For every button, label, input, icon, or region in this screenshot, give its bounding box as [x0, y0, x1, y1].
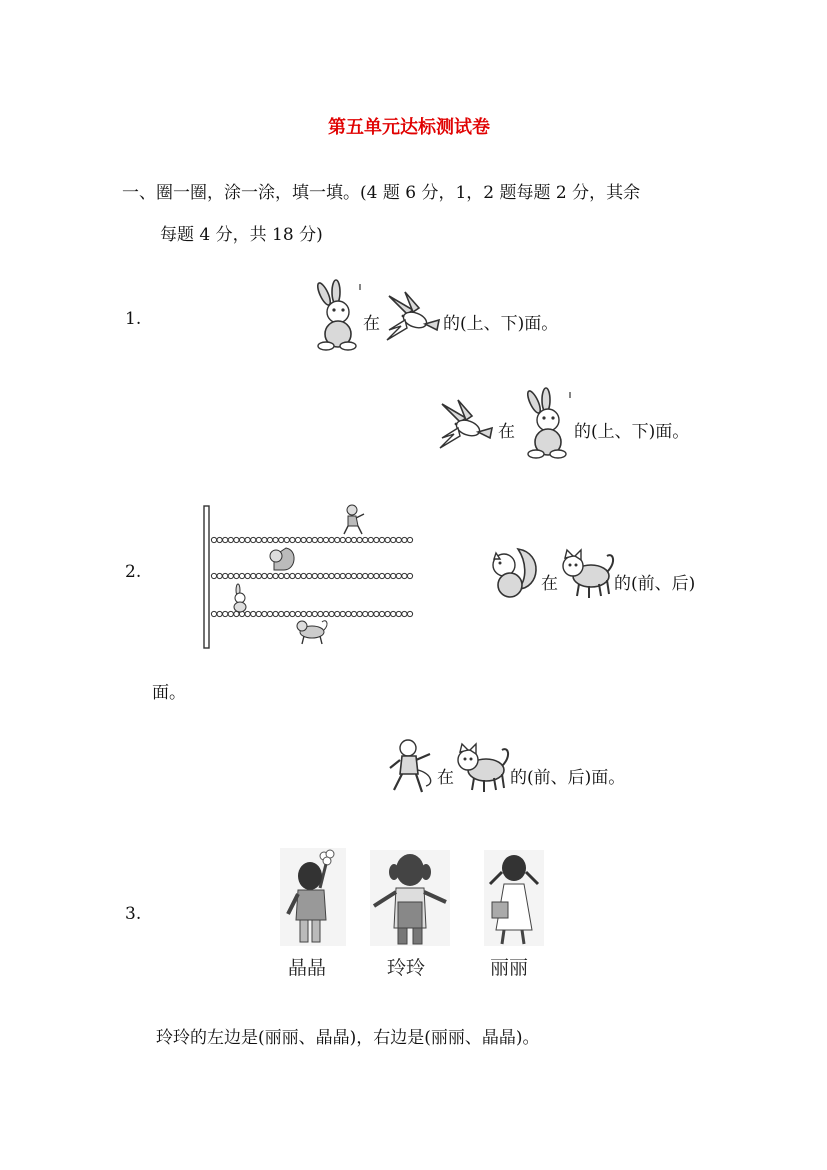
bird-icon [436, 398, 494, 454]
q1a-text: 的(上、下)面。 [443, 314, 559, 334]
q2a-connector: 在 [541, 574, 558, 594]
girl-icon [484, 850, 544, 946]
q3-sentence: 玲玲的左边是(丽丽、晶晶)，右边是(丽丽、晶晶)。 [156, 1028, 540, 1048]
q2b-text: 的(前、后)面。 [510, 768, 626, 788]
rabbit-icon [234, 584, 246, 612]
squirrel-icon [488, 545, 542, 601]
q1b-text: 的(上、下)面。 [574, 422, 690, 442]
name-lili: 丽丽 [490, 957, 529, 979]
cat-icon [297, 621, 327, 644]
q2a-text-continued: 面。 [152, 683, 186, 703]
girl-icon [370, 850, 450, 946]
cat-icon [561, 548, 617, 600]
girl-icon [280, 848, 346, 946]
monkey-icon [386, 738, 436, 796]
q1a-connector: 在 [363, 314, 380, 334]
cat-icon [456, 742, 512, 794]
name-jingjing: 晶晶 [288, 957, 327, 979]
page-title: 第五单元达标测试卷 [328, 117, 490, 138]
section-heading-line1: 一、圈一圈，涂一涂，填一填。(4 题 6 分，1，2 题每题 2 分，其余 [122, 183, 641, 203]
question-number-1: 1. [125, 309, 142, 329]
track-diagram [200, 500, 420, 652]
rabbit-icon [524, 390, 574, 460]
name-lingling: 玲玲 [387, 957, 426, 979]
q2b-connector: 在 [437, 768, 454, 788]
question-number-2: 2. [125, 562, 142, 582]
monkey-icon [344, 505, 364, 534]
bird-icon [383, 290, 441, 346]
question-number-3: 3. [125, 904, 142, 924]
section-heading-line2: 每题 4 分，共 18 分) [160, 225, 323, 245]
rabbit-icon [314, 282, 364, 352]
q2a-text: 的(前、后) [614, 574, 696, 594]
squirrel-icon [270, 548, 294, 570]
q1b-connector: 在 [498, 422, 515, 442]
